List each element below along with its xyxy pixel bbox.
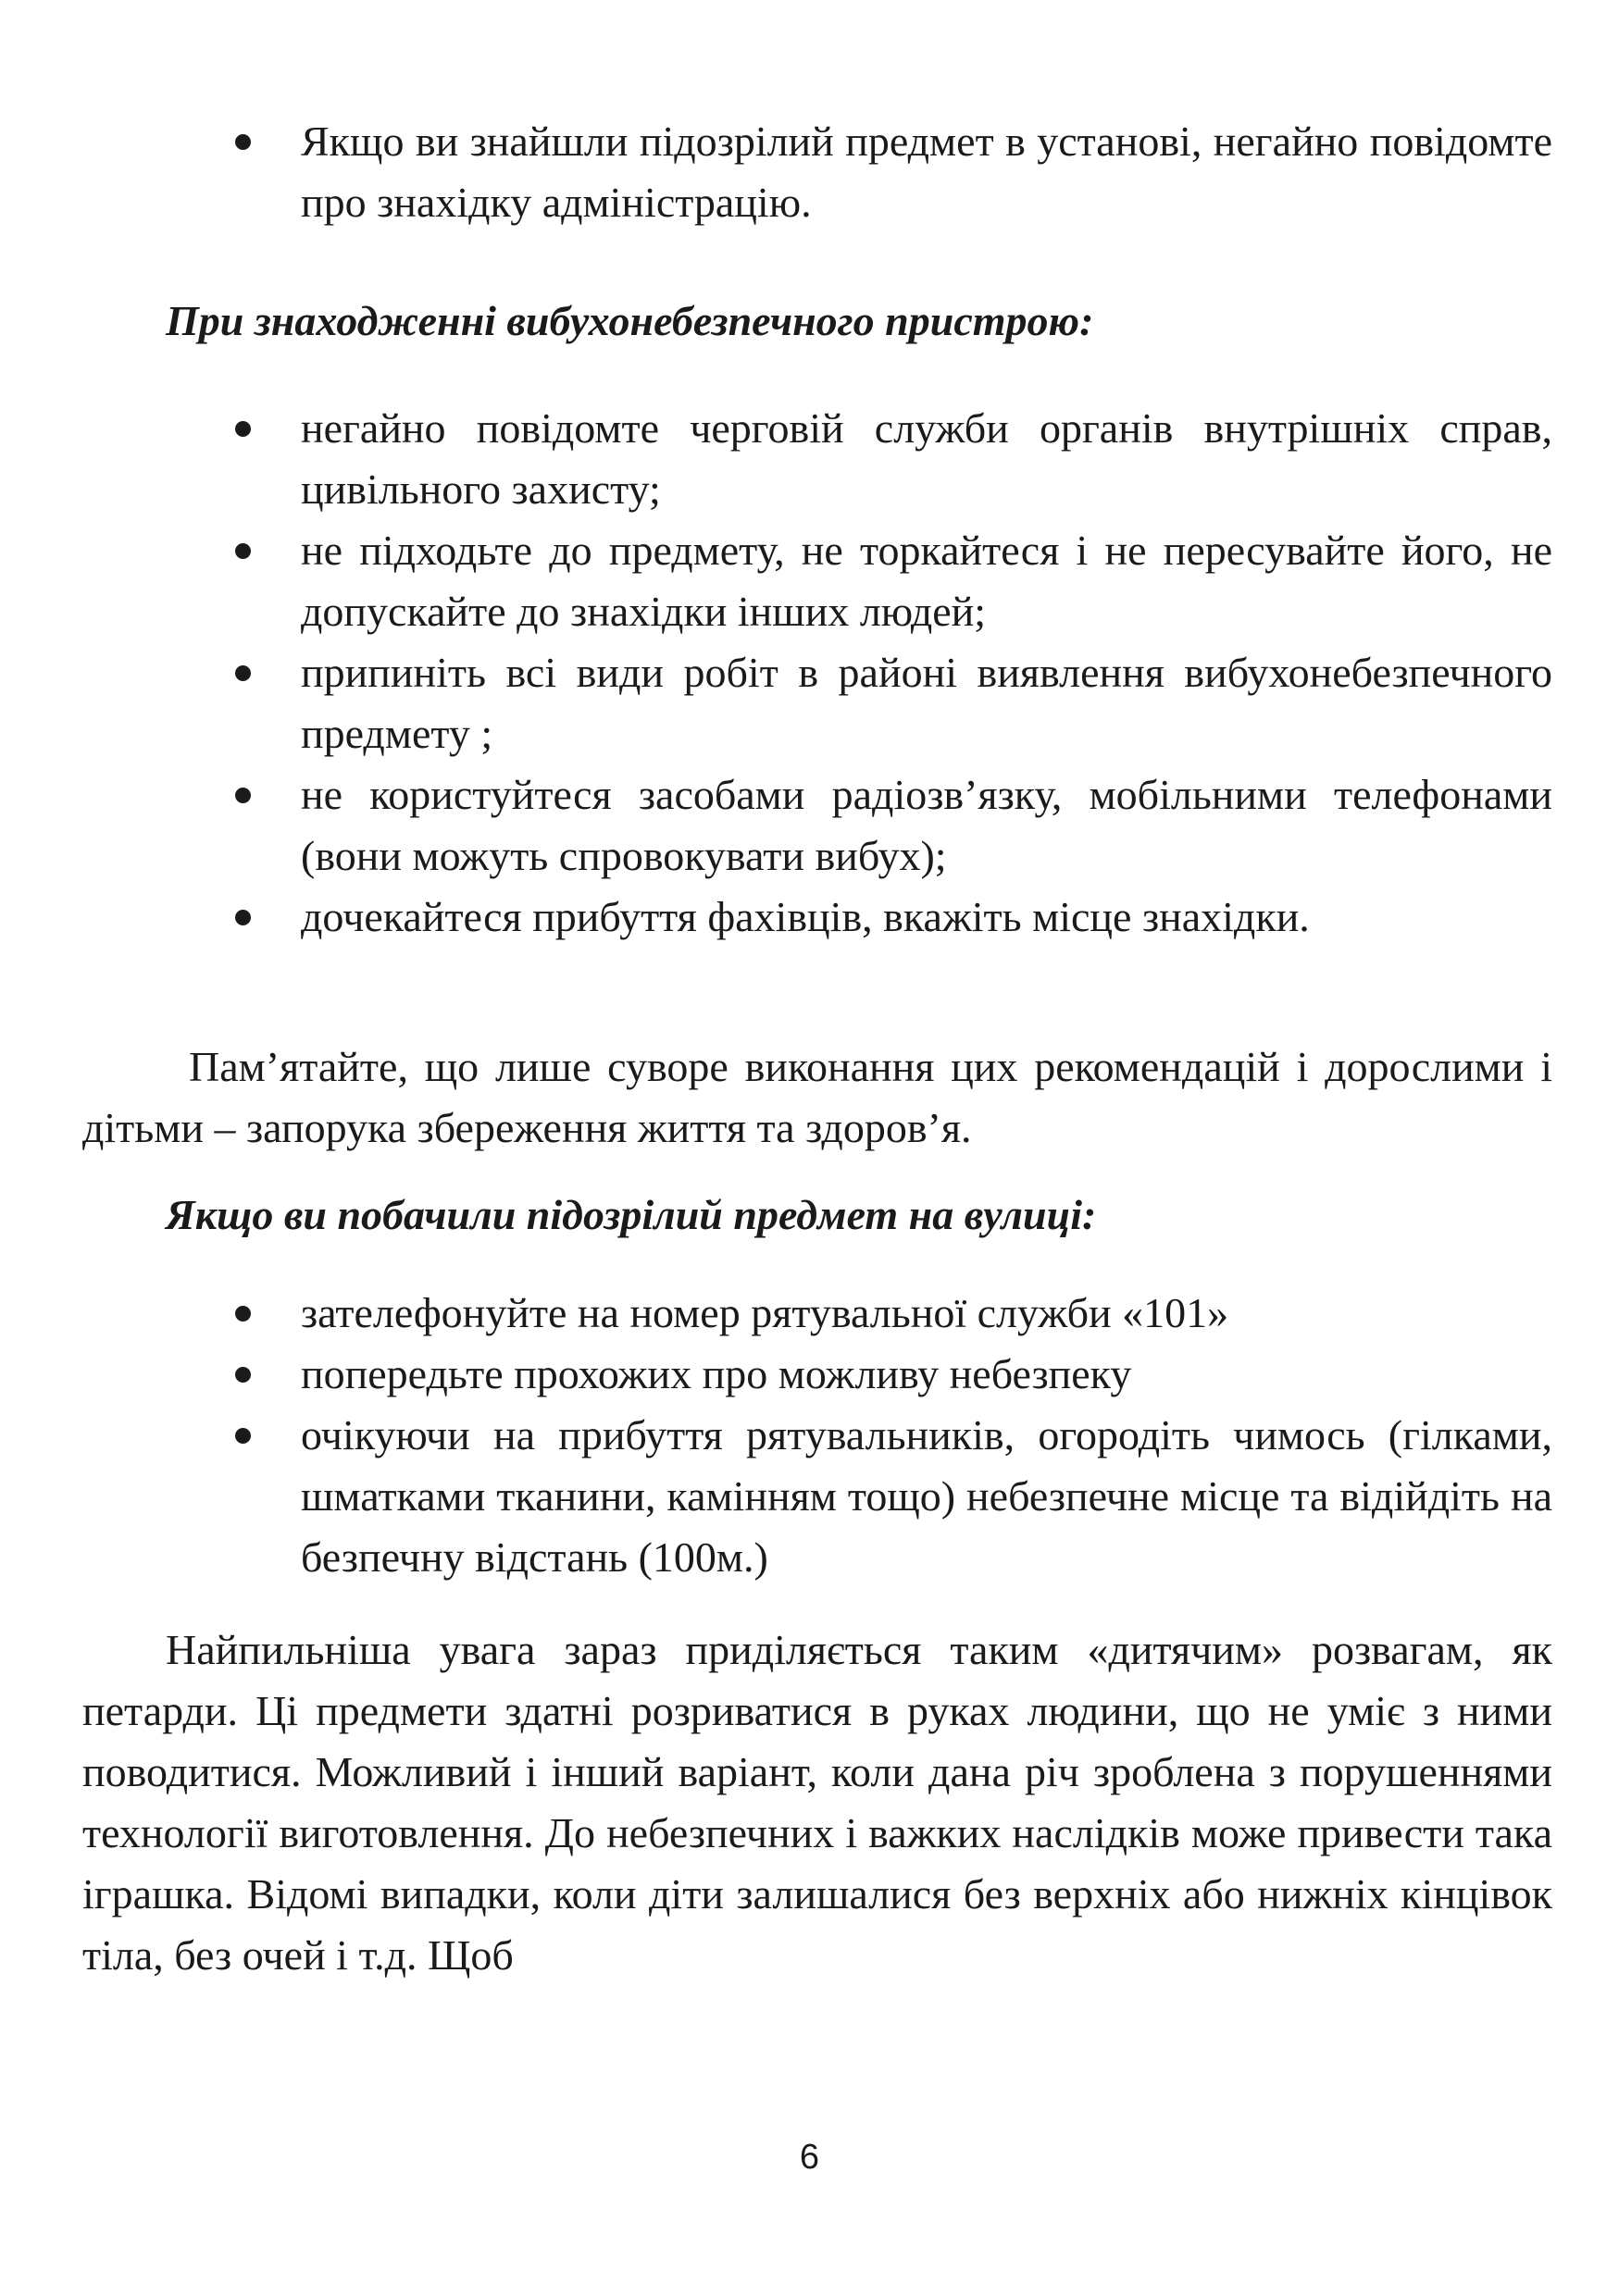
intro-bullet-list bbox=[82, 111, 1552, 233]
list-item bbox=[82, 1344, 1552, 1405]
list-item-text: не підходьте до предмету, не торкайтеся і не пересувайте його, не допускайте до знахідки інших людей; bbox=[301, 527, 1552, 635]
closing-paragraph: Найпильніша увага зараз приділяється таким «дитячим» розвагам, як петарди. Ці предмети здатні розриватися в руках людини, що не уміє з ними поводитися. Можливий і інший варіант, коли дана річ зроблена з порушеннями технології виготовлення. До небезпечних і важких наслідків може привести така іграшка. Відомі випадки, коли діти залишалися без верхніх або нижніх кінцівок тіла, без очей і т.д. Щоб bbox=[82, 1626, 1552, 1979]
list-item-text: дочекайтеся прибуття фахівців, вкажіть місце знахідки. bbox=[301, 893, 1310, 940]
list-item-text: зателефонуйте на номер рятувальної служби «101» bbox=[301, 1289, 1229, 1336]
bullet-icon bbox=[235, 543, 251, 559]
list-item bbox=[82, 887, 1552, 948]
list-item bbox=[82, 764, 1552, 887]
section-heading-street: Якщо ви побачили підозрілий предмет на вулиці: bbox=[166, 1191, 1097, 1238]
list-item-text: припиніть всі види робіт в районі виявлення вибухонебезпечного предмету ; bbox=[301, 649, 1552, 757]
list-item-text: попередьте прохожих про можливу небезпеку bbox=[301, 1350, 1132, 1397]
list-item bbox=[82, 1405, 1552, 1588]
explosive-device-bullet-list bbox=[82, 398, 1552, 948]
bullet-icon bbox=[235, 1306, 251, 1322]
reminder-paragraph: Пам’ятайте, що лише суворе виконання цих рекомендацій і дорослими і дітьми – запорука збереження життя та здоров’я. bbox=[82, 1043, 1552, 1151]
document-page bbox=[82, 111, 1552, 1986]
bullet-icon bbox=[235, 1367, 251, 1383]
section-heading-explosive-device: При знаходженні вибухонебезпечного пристрою: bbox=[166, 297, 1094, 344]
bullet-icon bbox=[235, 665, 251, 681]
list-item-text: Якщо ви знайшли підозрілий предмет в установі, негайно повідомте про знахідку адміністрацію. bbox=[301, 118, 1552, 226]
list-item bbox=[82, 111, 1552, 233]
bullet-icon bbox=[235, 421, 251, 437]
list-item-text: очікуючи на прибуття рятувальників, огородіть чимось (гілками, шматками тканини, камінням тощо) небезпечне місце та відійдіть на безпечну відстань (100м.) bbox=[301, 1411, 1552, 1581]
list-item-text: негайно повідомте черговій служби органів внутрішніх справ, цивільного захисту; bbox=[301, 404, 1552, 513]
list-item bbox=[82, 642, 1552, 764]
list-item bbox=[82, 1283, 1552, 1344]
list-item bbox=[82, 398, 1552, 520]
page-number: 6 bbox=[799, 2138, 820, 2177]
bullet-icon bbox=[235, 1428, 251, 1444]
bullet-icon bbox=[235, 910, 251, 925]
street-bullet-list bbox=[82, 1283, 1552, 1588]
list-item bbox=[82, 520, 1552, 642]
bullet-icon bbox=[235, 134, 251, 150]
bullet-icon bbox=[235, 788, 251, 803]
list-item-text: не користуйтеся засобами радіозв’язку, мобільними телефонами (вони можуть спровокувати вибух); bbox=[301, 771, 1552, 879]
